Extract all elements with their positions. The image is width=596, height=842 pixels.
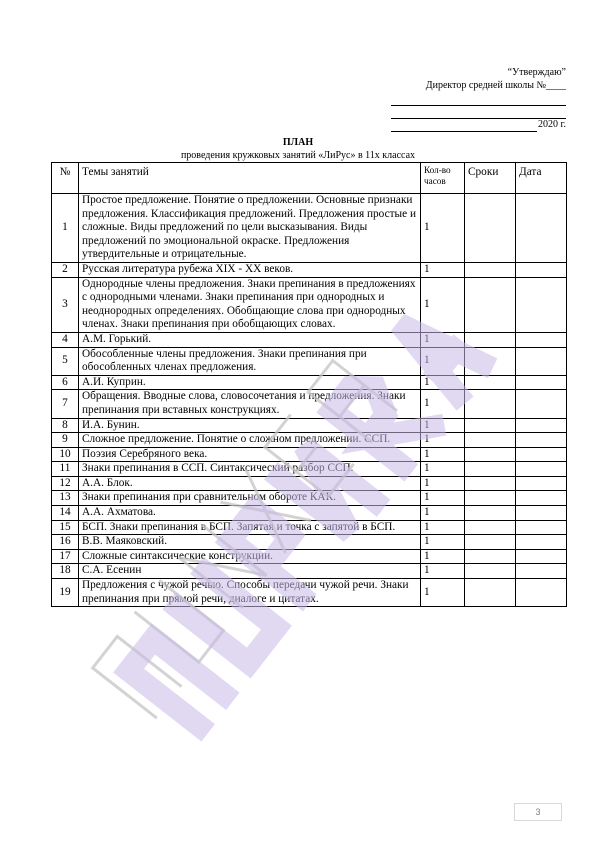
- cell-num: 9: [52, 433, 79, 448]
- table-row: [52, 564, 567, 579]
- cell-terms: [465, 476, 516, 491]
- cell-topic: Сложное предложение. Понятие о сложном предложении. ССП.: [79, 433, 421, 448]
- cell-topic: Обращения. Вводные слова, словосочетания и предложения. Знаки препинания при вставных конструкциях.: [79, 390, 421, 418]
- cell-date: [516, 194, 567, 263]
- cell-terms: [465, 347, 516, 375]
- table-row: [52, 462, 567, 477]
- signature-line: [391, 106, 566, 119]
- table-row: [52, 535, 567, 550]
- cell-hours: 1: [421, 564, 465, 579]
- table-row: [52, 506, 567, 521]
- cell-num: 11: [52, 462, 79, 477]
- table-row: [52, 418, 567, 433]
- cell-terms: [465, 332, 516, 347]
- table-row: [52, 194, 567, 263]
- cell-date: [516, 418, 567, 433]
- cell-num: 18: [52, 564, 79, 579]
- cell-hours: 1: [421, 535, 465, 550]
- cell-num: 5: [52, 347, 79, 375]
- table-row: [52, 549, 567, 564]
- cell-topic: БСП. Знаки препинания в БСП. Запятая и точка с запятой в БСП.: [79, 520, 421, 535]
- cell-date: [516, 433, 567, 448]
- table-row: [52, 520, 567, 535]
- cell-num: 2: [52, 262, 79, 277]
- table-row: [52, 491, 567, 506]
- cell-terms: [465, 535, 516, 550]
- cell-date: [516, 491, 567, 506]
- cell-topic: Простое предложение. Понятие о предложении. Основные признаки предложения. Классификация предложений. Предложения простые и сложные. Виды предложений по цели высказывания. Виды предложений по эмоциональной окраске. Предложения утвердительные и отрицательные.: [79, 194, 421, 263]
- table-row: [52, 447, 567, 462]
- cell-hours: 1: [421, 447, 465, 462]
- table-row: [52, 262, 567, 277]
- cell-hours: 1: [421, 277, 465, 332]
- cell-hours: 1: [421, 506, 465, 521]
- table-row: [52, 476, 567, 491]
- table-row: [52, 390, 567, 418]
- cell-terms: [465, 564, 516, 579]
- table-header-row: [52, 163, 567, 194]
- table-row: [52, 277, 567, 332]
- cell-date: [516, 347, 567, 375]
- header-hours: Кол-во часов: [421, 163, 465, 194]
- cell-terms: [465, 506, 516, 521]
- cell-topic: А.М. Горький.: [79, 332, 421, 347]
- cell-date: [516, 535, 567, 550]
- table-row: [52, 433, 567, 448]
- cell-num: 17: [52, 549, 79, 564]
- cell-hours: 1: [421, 433, 465, 448]
- cell-topic: И.А. Бунин.: [79, 418, 421, 433]
- cell-date: [516, 277, 567, 332]
- cell-topic: Предложения с чужой речью. Способы передачи чужой речи. Знаки препинания при прямой речи, диалоге и цитатах.: [79, 579, 421, 607]
- cell-terms: [465, 549, 516, 564]
- plan-title: ПЛАН: [282, 137, 314, 148]
- cell-terms: [465, 462, 516, 477]
- year-label: 2020 г.: [538, 119, 566, 131]
- cell-hours: 1: [421, 418, 465, 433]
- page-number: 3: [514, 803, 562, 821]
- header-terms: Сроки: [465, 163, 516, 194]
- cell-num: 10: [52, 447, 79, 462]
- cell-terms: [465, 390, 516, 418]
- cell-num: 12: [52, 476, 79, 491]
- table-row: [52, 332, 567, 347]
- date-line: [391, 119, 566, 132]
- cell-topic: Обособленные члены предложения. Знаки препинания при обособленных членах предложения.: [79, 347, 421, 375]
- cell-num: 6: [52, 375, 79, 390]
- cell-hours: 1: [421, 491, 465, 506]
- cell-hours: 1: [421, 520, 465, 535]
- cell-num: 16: [52, 535, 79, 550]
- cell-hours: 1: [421, 375, 465, 390]
- cell-hours: 1: [421, 390, 465, 418]
- cell-terms: [465, 277, 516, 332]
- cell-num: 7: [52, 390, 79, 418]
- table-row: [52, 375, 567, 390]
- cell-num: 3: [52, 277, 79, 332]
- cell-date: [516, 579, 567, 607]
- signature-line: [391, 93, 566, 106]
- cell-num: 1: [52, 194, 79, 263]
- cell-hours: 1: [421, 476, 465, 491]
- watermark-purple-stroke: [129, 639, 225, 726]
- cell-num: 13: [52, 491, 79, 506]
- cell-hours: 1: [421, 194, 465, 263]
- cell-date: [516, 447, 567, 462]
- header-topic: Темы занятий: [79, 163, 421, 194]
- cell-terms: [465, 262, 516, 277]
- header-num: №: [52, 163, 79, 194]
- cell-hours: 1: [421, 462, 465, 477]
- cell-terms: [465, 491, 516, 506]
- cell-terms: [465, 520, 516, 535]
- approval-block: [391, 66, 566, 132]
- cell-num: 14: [52, 506, 79, 521]
- cell-terms: [465, 375, 516, 390]
- cell-hours: 1: [421, 549, 465, 564]
- cell-hours: 1: [421, 579, 465, 607]
- cell-terms: [465, 194, 516, 263]
- table-row: [52, 579, 567, 607]
- cell-hours: 1: [421, 347, 465, 375]
- header-date: Дата: [516, 163, 567, 194]
- cell-date: [516, 462, 567, 477]
- cell-topic: Сложные синтаксические конструкции.: [79, 549, 421, 564]
- cell-topic: Поэзия Серебряного века.: [79, 447, 421, 462]
- cell-date: [516, 549, 567, 564]
- table-row: [52, 347, 567, 375]
- cell-date: [516, 506, 567, 521]
- cell-terms: [465, 579, 516, 607]
- cell-topic: С.А. Есенин: [79, 564, 421, 579]
- approve-label: “Утверждаю”: [507, 67, 566, 78]
- plan-subtitle: проведения кружковых занятий «ЛиРус» в 11х классах: [180, 150, 416, 161]
- director-label: Директор средней школы №____: [425, 80, 566, 92]
- cell-topic: Знаки препинания при сравнительном обороте КАК.: [79, 491, 421, 506]
- lessons-table: [51, 162, 567, 607]
- cell-hours: 1: [421, 262, 465, 277]
- cell-topic: Однородные члены предложения. Знаки препинания в предложениях с однородными членами. Знаки препинания при однородных и неоднородных определениях. Обобщающие слова при однородных членах. Знаки препинания при обобщающих словах.: [79, 277, 421, 332]
- cell-topic: А.А. Блок.: [79, 476, 421, 491]
- cell-num: 4: [52, 332, 79, 347]
- cell-hours: 1: [421, 332, 465, 347]
- watermark-gray-stroke: [93, 636, 181, 717]
- cell-date: [516, 520, 567, 535]
- cell-date: [516, 390, 567, 418]
- cell-topic: Знаки препинания в ССП. Синтаксический разбор ССП.: [79, 462, 421, 477]
- cell-date: [516, 476, 567, 491]
- cell-topic: А.И. Куприн.: [79, 375, 421, 390]
- cell-num: 15: [52, 520, 79, 535]
- date-blank: [391, 119, 537, 132]
- cell-terms: [465, 447, 516, 462]
- cell-date: [516, 332, 567, 347]
- cell-topic: Русская литература рубежа XIX - XX веков.: [79, 262, 421, 277]
- cell-terms: [465, 418, 516, 433]
- cell-topic: В.В. Маяковский.: [79, 535, 421, 550]
- cell-date: [516, 262, 567, 277]
- cell-topic: А.А. Ахматова.: [79, 506, 421, 521]
- cell-num: 19: [52, 579, 79, 607]
- cell-num: 8: [52, 418, 79, 433]
- cell-terms: [465, 433, 516, 448]
- cell-date: [516, 375, 567, 390]
- cell-date: [516, 564, 567, 579]
